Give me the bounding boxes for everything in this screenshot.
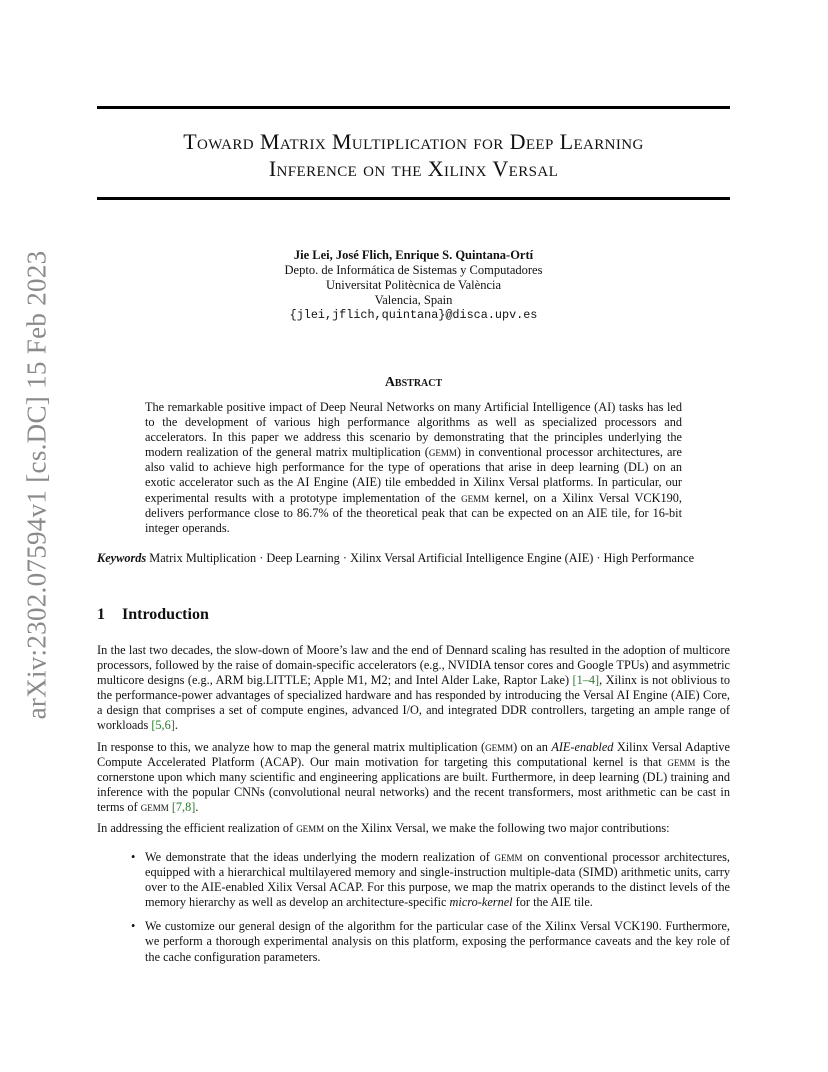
title-line-1: Toward Matrix Multiplication for Deep Learning: [183, 129, 644, 154]
list-item: [97, 850, 730, 910]
citation-link[interactable]: [1–4]: [572, 673, 600, 688]
section-title: Introduction: [122, 606, 209, 623]
author-university: Universitat Politècnica de València: [325, 278, 502, 292]
section-number: 1: [97, 606, 105, 623]
text-run: We demonstrate that the ideas underlying the modern realization of: [145, 850, 495, 864]
section-heading: [97, 606, 209, 624]
text-run: .: [195, 800, 199, 815]
bullet-icon: •: [131, 919, 136, 934]
gemm-term: gemm: [667, 755, 696, 770]
citation-link[interactable]: [5,6]: [151, 718, 175, 733]
abstract-text: [145, 400, 682, 536]
paper-title: [97, 128, 730, 182]
text-run: is the cornerstone upon which many scientific and engineering applications are built. Furthermore, in deep learning (DL) training and inference with the popular CNNs (convolutional neural networks) and the recent transformers, most arithmetic can be cast in terms of: [97, 755, 731, 815]
title-bottom-rule: [97, 197, 730, 200]
bullet-icon: •: [131, 850, 136, 864]
gemm-term: gemm: [485, 740, 514, 754]
intro-paragraph-2: [97, 740, 730, 815]
text-run: on the Xilinx Versal, we make the following two major contributions:: [324, 821, 670, 835]
contributions-list: [97, 850, 730, 974]
text-run: ) on an: [513, 740, 552, 754]
author-department: Depto. de Informática de Sistemas y Computadores: [284, 263, 543, 277]
gemm-term: gemm: [140, 800, 169, 815]
emphasis: AIE-enabled: [551, 740, 614, 754]
author-email: {jlei,jflich,quintana}@disca.upv.es: [289, 308, 538, 322]
gemm-term: gemm: [428, 445, 457, 460]
abstract-part: kernel, on a Xilinx Versal VCK190, delivers performance close to 86.7% of the theoretical peak that can be expected on an AIE tile, for 16-bit integer operands.: [145, 490, 683, 535]
intro-paragraph-3: [97, 821, 730, 836]
abstract-part: The remarkable positive impact of Deep Neural Networks on many Artificial Intelligence (AI) tasks has led to the development of various high performance algorithms as well as specialized processors and accelerators. In this paper we address this scenario by demonstrating that the principles underlying the modern realization of the general matrix multiplication (: [145, 400, 682, 460]
author-names: Jie Lei, José Flich, Enrique S. Quintana-Ortí: [293, 248, 534, 262]
gemm-term: gemm: [461, 490, 490, 505]
text-run: In addressing the efficient realization of: [97, 821, 297, 835]
author-city: Valencia, Spain: [374, 293, 453, 307]
text-run: In response to this, we analyze how to map the general matrix multiplication (: [97, 740, 486, 754]
text-run: , Xilinx is not oblivious to the performance-power advantages of specialized hardware and has responded by introducing the Versal AI Engine (AIE) Core, a design that comprises a set of compute engines, advanced I/O, and integrated DDR controllers, targeting an ample range of workloads: [97, 673, 730, 733]
text-run: Xilinx Versal Adaptive Compute Accelerated Platform (ACAP). Our main motivation for targeting this computational kernel is that: [97, 740, 730, 770]
gemm-term: gemm: [296, 821, 325, 835]
abstract-part: ) in conventional processor architectures, are also valid to achieve high performance for the type of operations that arise in deep learning (DL) on an exotic accelerator such as the AI Engine (AIE) tile embedded in Xilinx Versal platforms. In particular, our experimental results with a prototype implementation of the: [145, 445, 682, 505]
author-block: [97, 248, 730, 323]
emphasis: micro-kernel: [449, 895, 513, 910]
arxiv-identifier: [21, 250, 52, 720]
intro-paragraph-1: [97, 643, 730, 734]
keywords-text: Matrix Multiplication · Deep Learning · Xilinx Versal Artificial Intelligence Engine (AIE) · High Performance: [146, 551, 695, 565]
title-line-2: Inference on the Xilinx Versal: [268, 156, 559, 181]
text-run: We customize our general design of the algorithm for the particular case of the Xilinx Versal VCK190. Furthermore, we perform a thorough experimental analysis on this platform, exposing the performance caveats and the key role of the cache configuration parameters.: [145, 919, 730, 964]
text-run: .: [174, 718, 178, 733]
keywords: [97, 551, 730, 566]
title-top-rule: [97, 106, 730, 109]
text-run: for the AIE tile.: [512, 895, 593, 910]
abstract-heading: Abstract: [384, 375, 443, 390]
gemm-term: gemm: [494, 850, 523, 864]
text-run: on conventional processor architectures, equipped with a hierarchical multilayered memory and single-instruction multiple-data (SIMD) arithmetic units, carry over to the AIE-enabled Xilix Versal ACAP. For this purpose, we map the matrix operands to the distinct levels of the memory hierarchy as well as develop an architecture-specific: [145, 850, 730, 910]
keywords-label: Keywords: [97, 551, 147, 565]
text-run: In the last two decades, the slow-down of Moore’s law and the end of Dennard scaling has resulted in the adoption of multicore processors, followed by the raise of domain-specific accelerators (e.g., NVIDIA tensor cores and Google TPUs) and asymmetric multicore designs (e.g., ARM big.LITTLE; Apple M1, M2; and Intel Alder Lake, Raptor Lake): [97, 643, 730, 688]
list-item: [97, 919, 730, 964]
arxiv-identifier-text: arXiv:2302.07594v1 [cs.DC] 15 Feb 2023: [21, 250, 52, 720]
citation-link[interactable]: [7,8]: [171, 800, 196, 815]
